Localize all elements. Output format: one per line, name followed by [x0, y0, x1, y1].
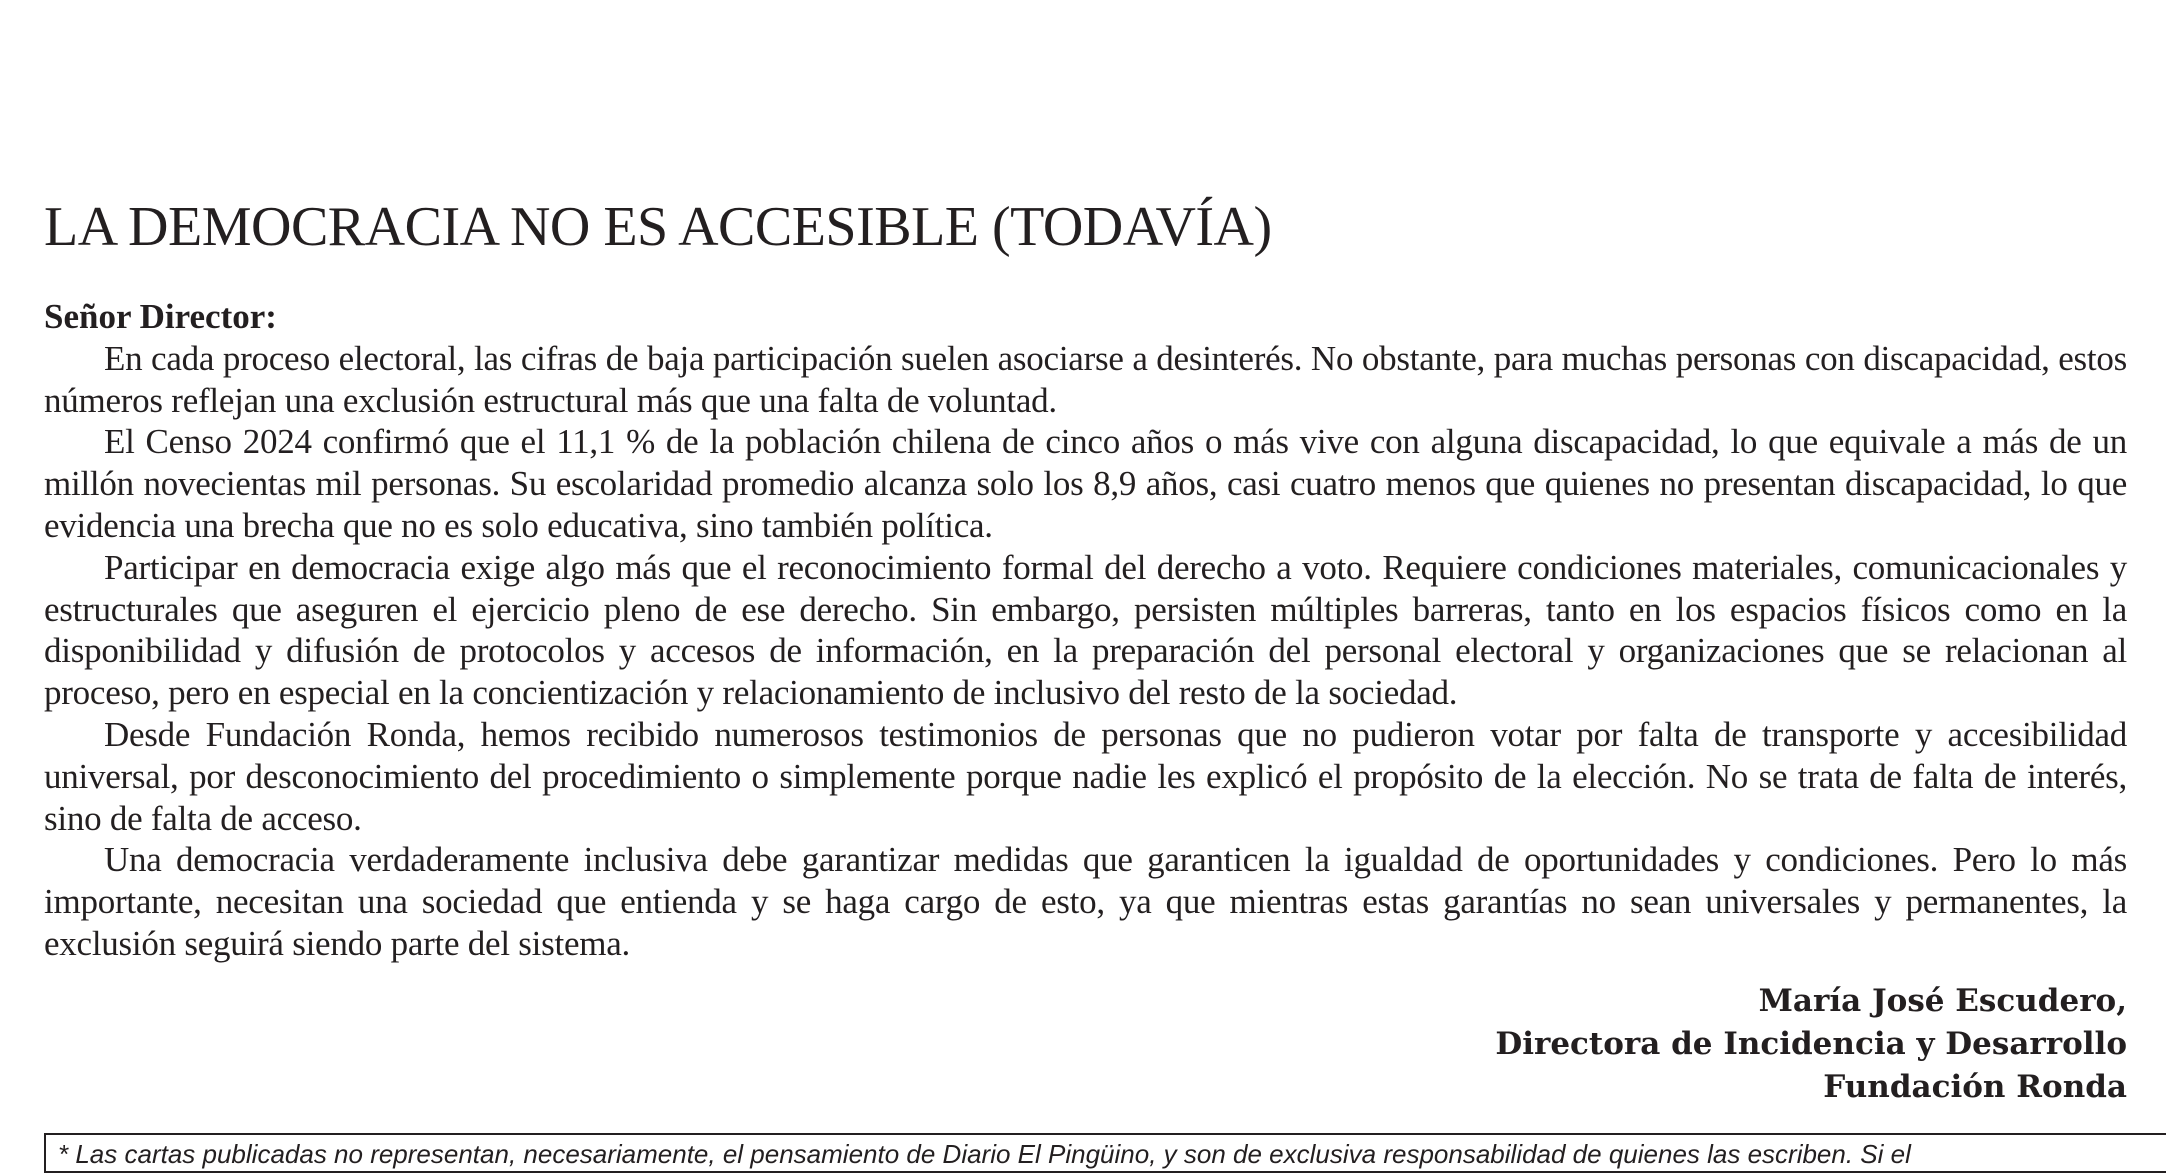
- letter-salutation: Señor Director:: [44, 297, 277, 336]
- letter-body: [44, 296, 2127, 965]
- disclaimer-text: * Las cartas publicadas no representan, necesariamente, el pensamiento de Diario El Pingüino, y son de exclusiva responsabilidad de quienes las escriben. Si el: [58, 1139, 1911, 1169]
- letter-paragraph-3: Participar en democracia exige algo más que el reconocimiento formal del derecho a voto. Requiere condiciones materiales, comunicacionales y estructurales que aseguren el ejercicio pleno de ese derecho. Sin embargo, persisten múltiples barreras, tanto en los espacios físicos como en la disponibilidad y difusión de protocolos y accesos de información, en la preparación del personal electoral y organizaciones que se relacionan al proceso, pero en especial en la concientización y relacionamiento de inclusivo del resto de la sociedad.: [44, 547, 2127, 713]
- letter-paragraph-1: En cada proceso electoral, las cifras de baja participación suelen asociarse a desinterés. No obstante, para muchas personas con discapacidad, estos números reflejan una exclusión estructural más que una falta de voluntad.: [44, 338, 2127, 420]
- top-blank-area: [0, 0, 2166, 160]
- letter-paragraph-5: Una democracia verdaderamente inclusiva debe garantizar medidas que garanticen la igualdad de oportunidades y condiciones. Pero lo más importante, necesitan una sociedad que entienda y se haga cargo de esto, ya que mientras estas garantías no sean universales y permanentes, la exclusión seguirá siendo parte del sistema.: [44, 840, 2127, 963]
- disclaimer-box: [44, 1133, 2166, 1173]
- letter-signature: [1495, 980, 2127, 1109]
- signature-organization: Fundación Ronda: [1823, 1069, 2127, 1105]
- letter-title: LA DEMOCRACIA NO ES ACCESIBLE (TODAVÍA): [44, 196, 1272, 258]
- signature-position: Directora de Incidencia y Desarrollo: [1495, 1026, 2127, 1062]
- letter-paragraph-2: El Censo 2024 confirmó que el 11,1 % de la población chilena de cinco años o más vive con alguna discapacidad, lo que equivale a más de un millón novecientas mil personas. Su escolaridad promedio alcanza solo los 8,9 años, casi cuatro menos que quienes no presentan discapacidad, lo que evidencia una brecha que no es solo educativa, sino también política.: [44, 422, 2127, 545]
- letter-paragraph-4: Desde Fundación Ronda, hemos recibido numerosos testimonios de personas que no pudieron votar por falta de transporte y accesibilidad universal, por desconocimiento del procedimiento o simplemente porque nadie les explicó el propósito de la elección. No se trata de falta de interés, sino de falta de acceso.: [44, 714, 2127, 838]
- signature-name: María José Escudero,: [1758, 983, 2127, 1019]
